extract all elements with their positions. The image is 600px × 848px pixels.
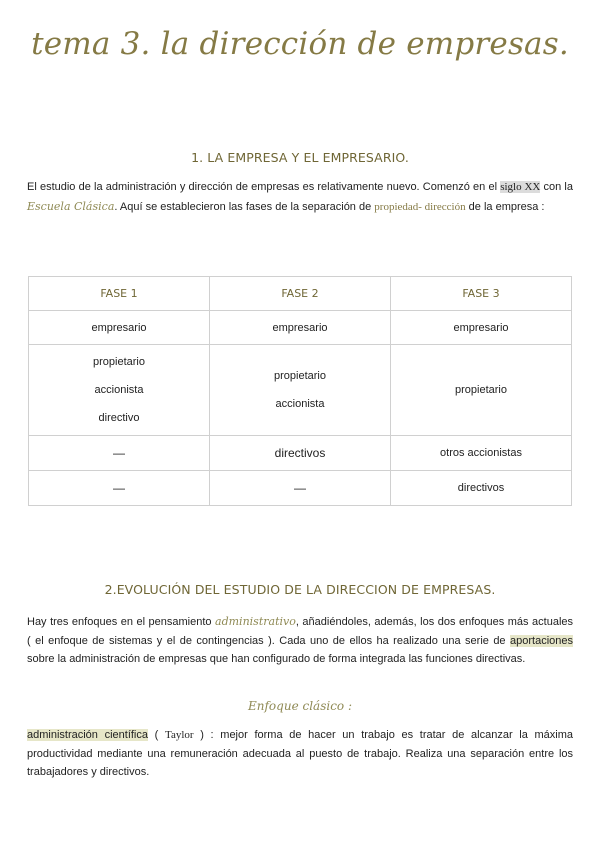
text: Hay tres enfoques en el pensamiento xyxy=(27,616,216,628)
text: ) : mejor forma de hacer un trabajo es tratar de alcanzar la máxima productividad mediante una remuneración adecuada al puesto de trabajo. Realiza una separación entre los trabajadores y directivos. xyxy=(27,729,574,778)
text: ( xyxy=(148,729,165,741)
table-cell xyxy=(29,345,210,436)
administrativo-text: administrativo xyxy=(215,615,296,628)
header-fase-1: FASE 1 xyxy=(29,277,210,311)
cell-line: propietario xyxy=(274,370,326,382)
table-cell: — xyxy=(29,436,210,471)
text: con la xyxy=(540,181,573,193)
text: , añadiéndoles, además, los dos enfoques más actuales ( el enfoque de sistemas y el de contingencias ). Cada uno de ellos ha realizado una serie de xyxy=(27,616,574,647)
section-heading-2: 2.EVOLUCIÓN DEL ESTUDIO DE LA DIRECCION DE EMPRESAS. xyxy=(104,582,496,597)
table-row xyxy=(29,471,572,506)
page-title: tema 3. la dirección de empresas. xyxy=(31,26,569,62)
table-cell: empresario xyxy=(210,311,391,345)
paragraph-intro xyxy=(27,178,573,217)
table-cell xyxy=(210,345,391,436)
text: . Aquí se establecieron las fases de la separación de xyxy=(114,201,375,213)
table-row xyxy=(29,311,572,345)
highlight-aportaciones: aportaciones xyxy=(510,634,573,647)
cell-line: accionista xyxy=(94,384,144,396)
propiedad-direccion-text: propiedad- dirección xyxy=(374,201,466,213)
table-cell: empresario xyxy=(391,311,572,345)
taylor-text: Taylor xyxy=(165,729,194,741)
table-row xyxy=(29,436,572,471)
cell-line: directivo xyxy=(98,412,140,424)
paragraph-administracion-cientifica xyxy=(27,726,573,782)
table-cell: otros accionistas xyxy=(391,436,572,471)
table-cell: — xyxy=(210,471,391,506)
highlight-administracion-cientifica: administración científica xyxy=(27,729,148,741)
text: de la empresa : xyxy=(465,201,545,213)
table-cell: propietario xyxy=(391,345,572,436)
table-row xyxy=(29,345,572,436)
cell-line: accionista xyxy=(275,398,325,410)
text: El estudio de la administración y dirección de empresas es relativamente nuevo. Comenzó en el xyxy=(27,181,501,193)
paragraph-enfoques xyxy=(27,613,573,669)
header-fase-3: FASE 3 xyxy=(391,277,572,311)
table-cell: empresario xyxy=(29,311,210,345)
highlight-siglo: siglo XX xyxy=(500,181,541,193)
cell-line: propietario xyxy=(93,356,145,368)
table-cell: directivos xyxy=(391,471,572,506)
table-cell: directivos xyxy=(210,436,391,471)
header-fase-2: FASE 2 xyxy=(210,277,391,311)
section-heading-1: 1. LA EMPRESA Y EL EMPRESARIO. xyxy=(191,150,409,165)
table-cell: — xyxy=(29,471,210,506)
table-header-row xyxy=(29,277,572,311)
subheading-enfoque-clasico: Enfoque clásico : xyxy=(248,699,352,713)
text: sobre la administración de empresas que han configurado de forma integrada las funciones directivas. xyxy=(27,653,526,665)
phases-table xyxy=(28,276,572,506)
escuela-clasica-text: Escuela Clásica xyxy=(27,200,115,213)
